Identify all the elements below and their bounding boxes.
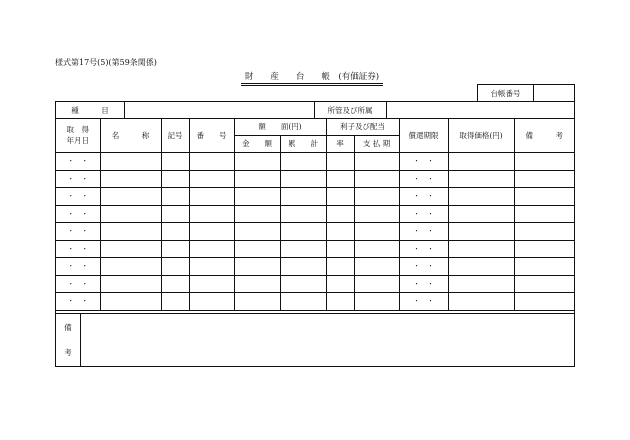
- col-remarks: 備 考: [514, 118, 574, 153]
- table-cell[interactable]: [234, 170, 280, 188]
- table-cell[interactable]: [326, 293, 354, 311]
- table-cell[interactable]: [514, 188, 574, 206]
- acq-date-cell[interactable]: ・ ・: [56, 275, 100, 293]
- type-row: [56, 102, 574, 119]
- table-cell[interactable]: [234, 240, 280, 258]
- table-cell[interactable]: [161, 240, 189, 258]
- table-row: [56, 240, 574, 258]
- table-cell[interactable]: [234, 275, 280, 293]
- table-cell[interactable]: [354, 258, 399, 276]
- table-cell[interactable]: [100, 223, 161, 241]
- col-acq-price: 取得価格(円): [448, 118, 514, 153]
- table-cell[interactable]: [189, 275, 234, 293]
- register-number-box: [477, 84, 575, 102]
- table-cell[interactable]: [354, 188, 399, 206]
- col-amount: 金 額: [234, 135, 280, 153]
- register-number-label: 台帳番号: [478, 85, 534, 101]
- table-cell[interactable]: [514, 258, 574, 276]
- table-cell[interactable]: [189, 170, 234, 188]
- table-cell[interactable]: [161, 293, 189, 311]
- table-cell[interactable]: [100, 293, 161, 311]
- redemption-cell[interactable]: ・ ・: [399, 275, 448, 293]
- table-cell[interactable]: [280, 170, 326, 188]
- table-cell[interactable]: [354, 293, 399, 311]
- table-cell[interactable]: [234, 258, 280, 276]
- table-row: [56, 170, 574, 188]
- table-cell[interactable]: [189, 223, 234, 241]
- table-cell[interactable]: [189, 293, 234, 311]
- table-cell[interactable]: [280, 293, 326, 311]
- table-cell[interactable]: [354, 275, 399, 293]
- table-cell[interactable]: [234, 153, 280, 171]
- table-cell[interactable]: [100, 170, 161, 188]
- table-cell[interactable]: [514, 153, 574, 171]
- table-cell[interactable]: [514, 293, 574, 311]
- table-cell[interactable]: [161, 170, 189, 188]
- table-cell[interactable]: [100, 205, 161, 223]
- table-row: [56, 275, 574, 293]
- table-cell[interactable]: [326, 170, 354, 188]
- table-cell[interactable]: [326, 258, 354, 276]
- table-cell[interactable]: [234, 205, 280, 223]
- redemption-cell[interactable]: ・ ・: [399, 153, 448, 171]
- table-cell[interactable]: [280, 153, 326, 171]
- table-cell[interactable]: [161, 258, 189, 276]
- table-cell[interactable]: [514, 205, 574, 223]
- col-rate: 率: [326, 135, 354, 153]
- table-cell[interactable]: [189, 258, 234, 276]
- col-acq-date: 取 得 年月日: [56, 118, 100, 153]
- table-cell[interactable]: [354, 205, 399, 223]
- ledger-sheet: [55, 101, 575, 367]
- acq-date-cell[interactable]: ・ ・: [56, 170, 100, 188]
- acq-date-cell[interactable]: ・ ・: [56, 188, 100, 206]
- table-cell[interactable]: [448, 223, 514, 241]
- table-cell[interactable]: [514, 223, 574, 241]
- table-cell[interactable]: [326, 205, 354, 223]
- table-cell[interactable]: [448, 170, 514, 188]
- table-cell[interactable]: [189, 153, 234, 171]
- table-cell[interactable]: [161, 205, 189, 223]
- table-row: [56, 293, 574, 311]
- table-row: [56, 205, 574, 223]
- table-cell[interactable]: [354, 223, 399, 241]
- table-cell[interactable]: [280, 223, 326, 241]
- table-cell[interactable]: [234, 223, 280, 241]
- table-cell[interactable]: [354, 153, 399, 171]
- table-cell[interactable]: [354, 240, 399, 258]
- remarks-area: [56, 313, 574, 366]
- col-number: 番 号: [189, 118, 234, 153]
- table-cell[interactable]: [161, 188, 189, 206]
- remarks-label: 備 考: [56, 314, 81, 366]
- table-row: [56, 188, 574, 206]
- table-cell[interactable]: [100, 240, 161, 258]
- page-title: 財 産 台 帳 (有価証券): [241, 70, 383, 84]
- acq-date-cell[interactable]: ・ ・: [56, 293, 100, 311]
- type-label: 種 目: [71, 105, 109, 115]
- col-name: 名 称: [100, 118, 161, 153]
- table-cell[interactable]: [161, 153, 189, 171]
- table-cell[interactable]: [448, 293, 514, 311]
- office-label: 所管及び所属: [327, 105, 373, 115]
- form-number: 様式第17号(5)(第59条関係): [55, 58, 157, 67]
- table-row: [56, 258, 574, 276]
- acq-date-cell[interactable]: ・ ・: [56, 223, 100, 241]
- redemption-cell[interactable]: ・ ・: [399, 205, 448, 223]
- table-cell[interactable]: [448, 188, 514, 206]
- table-cell[interactable]: [234, 188, 280, 206]
- table-cell[interactable]: [189, 240, 234, 258]
- table-cell[interactable]: [161, 223, 189, 241]
- table-cell[interactable]: [448, 240, 514, 258]
- acq-date-cell[interactable]: ・ ・: [56, 240, 100, 258]
- table-cell[interactable]: [100, 258, 161, 276]
- col-face-value: 額 面(円): [234, 118, 326, 135]
- table-cell[interactable]: [280, 258, 326, 276]
- register-number-field[interactable]: [534, 85, 574, 101]
- table-cell[interactable]: [161, 275, 189, 293]
- acq-date-cell[interactable]: ・ ・: [56, 258, 100, 276]
- office-field[interactable]: [386, 102, 574, 118]
- type-field[interactable]: [124, 102, 314, 118]
- table-cell[interactable]: [280, 240, 326, 258]
- table-cell[interactable]: [280, 275, 326, 293]
- table-row: [56, 153, 574, 171]
- table-cell[interactable]: [189, 205, 234, 223]
- table-cell[interactable]: [326, 275, 354, 293]
- table-cell[interactable]: [100, 153, 161, 171]
- table-cell[interactable]: [326, 223, 354, 241]
- redemption-cell[interactable]: ・ ・: [399, 240, 448, 258]
- acq-date-cell[interactable]: ・ ・: [56, 153, 100, 171]
- table-cell[interactable]: [326, 240, 354, 258]
- col-interest: 利子及び配当: [326, 118, 399, 135]
- table-cell[interactable]: [234, 293, 280, 311]
- ledger-table: [56, 118, 574, 311]
- table-cell[interactable]: [448, 258, 514, 276]
- table-cell[interactable]: [100, 275, 161, 293]
- acq-date-cell[interactable]: ・ ・: [56, 205, 100, 223]
- table-cell[interactable]: [326, 153, 354, 171]
- col-redemption: 償還期限: [399, 118, 448, 153]
- table-cell[interactable]: [326, 188, 354, 206]
- redemption-cell[interactable]: ・ ・: [399, 188, 448, 206]
- table-cell[interactable]: [448, 153, 514, 171]
- table-cell[interactable]: [354, 170, 399, 188]
- table-cell[interactable]: [100, 188, 161, 206]
- redemption-cell[interactable]: ・ ・: [399, 223, 448, 241]
- col-symbol: 記号: [161, 118, 189, 153]
- table-cell[interactable]: [280, 205, 326, 223]
- table-cell[interactable]: [514, 170, 574, 188]
- col-total: 累 計: [280, 135, 326, 153]
- table-cell[interactable]: [514, 240, 574, 258]
- table-cell[interactable]: [448, 205, 514, 223]
- table-cell[interactable]: [514, 275, 574, 293]
- table-cell[interactable]: [280, 188, 326, 206]
- redemption-cell[interactable]: ・ ・: [399, 170, 448, 188]
- col-payment-period: 支 払 期: [354, 135, 399, 153]
- redemption-cell[interactable]: ・ ・: [399, 258, 448, 276]
- redemption-cell[interactable]: ・ ・: [399, 293, 448, 311]
- table-cell[interactable]: [448, 275, 514, 293]
- table-row: [56, 223, 574, 241]
- table-cell[interactable]: [189, 188, 234, 206]
